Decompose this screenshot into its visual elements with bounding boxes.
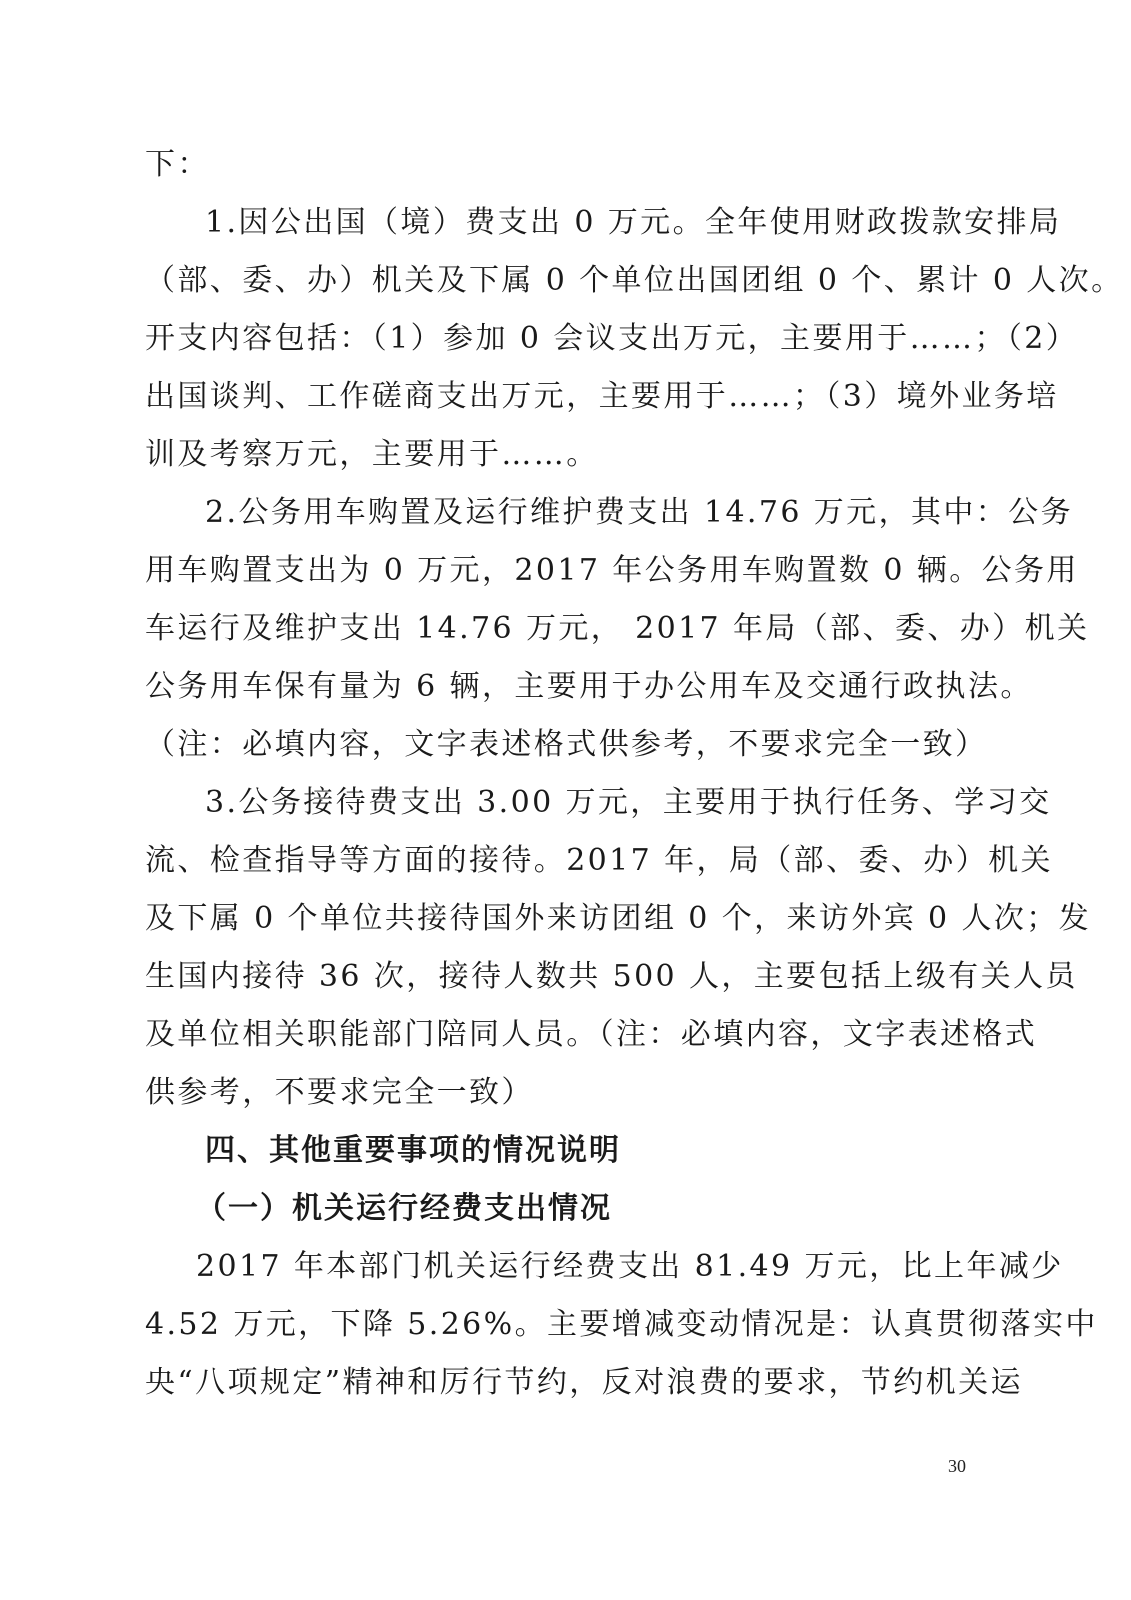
text-line: 训及考察万元，主要用于……。 xyxy=(145,437,599,472)
subsection-heading: （一）机关运行经费支出情况 xyxy=(196,1191,612,1226)
section-heading: 四、其他重要事项的情况说明 xyxy=(205,1133,621,1168)
text-line: 央“八项规定”精神和厉行节约，反对浪费的要求，节约机关运 xyxy=(145,1365,1023,1400)
text-line: 车运行及维护支出 14.76 万元， 2017 年局（部、委、办）机关 xyxy=(145,611,1090,646)
text-line: 供参考，不要求完全一致） xyxy=(145,1075,534,1110)
text-line: （注：必填内容，文字表述格式供参考，不要求完全一致） xyxy=(145,727,988,762)
text-line: 2017 年本部门机关运行经费支出 81.49 万元，比上年减少 xyxy=(196,1249,1064,1284)
text-line: 1.因公出国（境）费支出 0 万元。全年使用财政拨款安排局 xyxy=(205,205,1062,240)
text-line: 出国谈判、工作磋商支出万元，主要用于……；（3）境外业务培 xyxy=(145,379,1059,414)
text-line: 下： xyxy=(145,147,210,182)
page-number: 30 xyxy=(948,1456,966,1476)
text-line: 2.公务用车购置及运行维护费支出 14.76 万元，其中：公务 xyxy=(205,495,1073,530)
text-line: 生国内接待 36 次，接待人数共 500 人，主要包括上级有关人员 xyxy=(145,959,1078,994)
text-line: 及下属 0 个单位共接待国外来访团组 0 个，来访外宾 0 人次；发 xyxy=(145,901,1092,936)
text-line: 流、检查指导等方面的接待。2017 年，局（部、委、办）机关 xyxy=(145,843,1053,878)
text-line: 用车购置支出为 0 万元，2017 年公务用车购置数 0 辆。公务用 xyxy=(145,553,1079,588)
text-line: 及单位相关职能部门陪同人员。（注：必填内容，文字表述格式 xyxy=(145,1017,1038,1052)
text-line: 开支内容包括：（1）参加 0 会议支出万元，主要用于……；（2） xyxy=(145,321,1079,356)
text-line: 公务用车保有量为 6 辆，主要用于办公用车及交通行政执法。 xyxy=(145,669,1033,704)
text-line: （部、委、办）机关及下属 0 个单位出国团组 0 个、累计 0 人次。 xyxy=(145,263,1124,298)
text-line: 3.公务接待费支出 3.00 万元，主要用于执行任务、学习交 xyxy=(205,785,1052,820)
text-line: 4.52 万元，下降 5.26%。主要增减变动情况是：认真贯彻落实中 xyxy=(145,1307,1098,1342)
